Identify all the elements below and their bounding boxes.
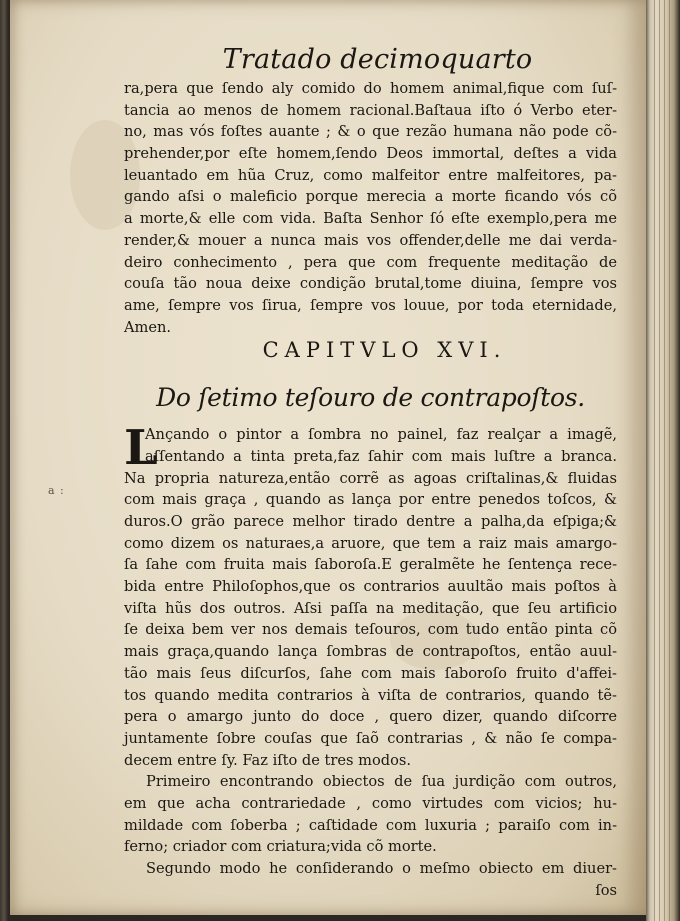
running-head: Tratado decimoquarto xyxy=(222,44,533,75)
body-paragraph xyxy=(124,420,617,771)
chapter-heading: CAPITVLO XVI. xyxy=(262,338,507,363)
text-line: como dizem os naturaes,a aruore, que tem a raiz mais amargo- xyxy=(124,534,617,552)
text-line: leuantado em hũa Cruz, como malfeitor entre malfeitores, pa- xyxy=(124,166,617,184)
text-line: com mais graça , quando as lança por entre penedos toſcos, & xyxy=(124,491,617,509)
drop-cap-block xyxy=(124,420,617,477)
text-line: mildade com ſoberba ; caſtidade com luxuria ; paraiſo com in- xyxy=(124,816,617,834)
text-line: tos quando medita contrarios à viſta de contrarios, quando tẽ- xyxy=(124,686,617,704)
text-line: render,& mouer a nunca mais vos offender,delle me dai verda- xyxy=(124,231,617,249)
chapter-subtitle: Do ſetimo teſouro de contrapoſtos. xyxy=(156,383,585,413)
text-line: no, mas vós foſtes auante ; & o que rezão humana não pode cõ- xyxy=(124,123,617,141)
text-line: gando aſsi o maleficio porque merecia a morte ficando vós cõ xyxy=(124,188,617,206)
text-line: aſſentando a tinta preta,faz ſahir com mais luſtre a branca. xyxy=(145,447,617,465)
text-line: Na propria natureza,então corrẽ as agoas criſtalinas,& fluidas xyxy=(124,469,617,487)
text-line: Ançando o pintor a ſombra no painel, faz realçar a imagẽ, xyxy=(145,426,617,444)
text-line: couſa tão noua deixe condição brutal,tome diuina, ſempre vos xyxy=(124,275,617,293)
text-line: prehender,por eſte homem,ſendo Deos immortal, deſtes a vida xyxy=(124,145,617,163)
text-line: tancia ao menos de homem racional.Baſtaua iſto ó Verbo eter- xyxy=(124,101,617,119)
text-line: em que acha contrariedade , como virtudes com vicios; hu- xyxy=(124,794,617,812)
text-line: ſe deixa bem ver nos demais teſouros, com tudo então pinta cõ xyxy=(124,621,617,639)
drop-cap: L xyxy=(124,420,158,477)
text-line: bida entre Philoſophos,que os contrarios auultão mais poſtos à xyxy=(124,578,617,596)
text-line: Segundo modo he conſiderando o meſmo obiecto em diuer- xyxy=(146,860,617,877)
text-line: ra,pera que ſendo aly comido do homem animal,fique com ſuſ- xyxy=(124,80,617,97)
margin-mark: a : xyxy=(48,484,65,497)
text-line: tão mais ſeus diſcurſos, ſahe com mais ſaboroſo fruito d'affei- xyxy=(124,664,617,682)
page-edges xyxy=(646,0,680,921)
text-line: decem entre ſy. Faz iſto de tres modos. xyxy=(124,751,412,769)
text-line: ſa ſahe com fruita mais ſaboroſa.E geralmẽte he ſentença rece- xyxy=(124,556,617,574)
text-line: pera o amargo junto do doce , quero dizer, quando diſcorre xyxy=(124,708,617,726)
top-paragraph xyxy=(124,78,617,338)
text-line: deiro conhecimento , pera que com frequente meditação de xyxy=(124,253,617,271)
catchword: ſos xyxy=(595,881,617,899)
third-paragraph xyxy=(124,858,617,901)
text-line: ferno; criador com criatura;vida cõ morte. xyxy=(124,838,437,856)
text-line: juntamente ſobre couſas que ſaõ contrarias , & não ſe compa- xyxy=(124,729,617,747)
text-line: Primeiro encontrando obiectos de ſua jurdição com outros, xyxy=(146,773,617,791)
text-line: a morte,& elle com vida. Baſta Senhor ſó eſte exemplo,pera me xyxy=(124,210,617,228)
text-line: mais graça,quando lança ſombras de contrapoſtos, então auul- xyxy=(124,643,617,661)
text-line: duros.O grão parece melhor tirado dentre a palha,da eſpiga;& xyxy=(124,513,617,530)
text-line: Amen. xyxy=(124,318,172,336)
text-line: viſta hũs dos outros. Aſsi paſſa na meditação, que ſeu artificio xyxy=(124,599,617,617)
second-paragraph xyxy=(124,771,617,858)
text-line: ame, ſempre vos ſirua, ſempre vos louue, por toda eternidade, xyxy=(124,296,617,314)
page-text xyxy=(124,44,617,901)
